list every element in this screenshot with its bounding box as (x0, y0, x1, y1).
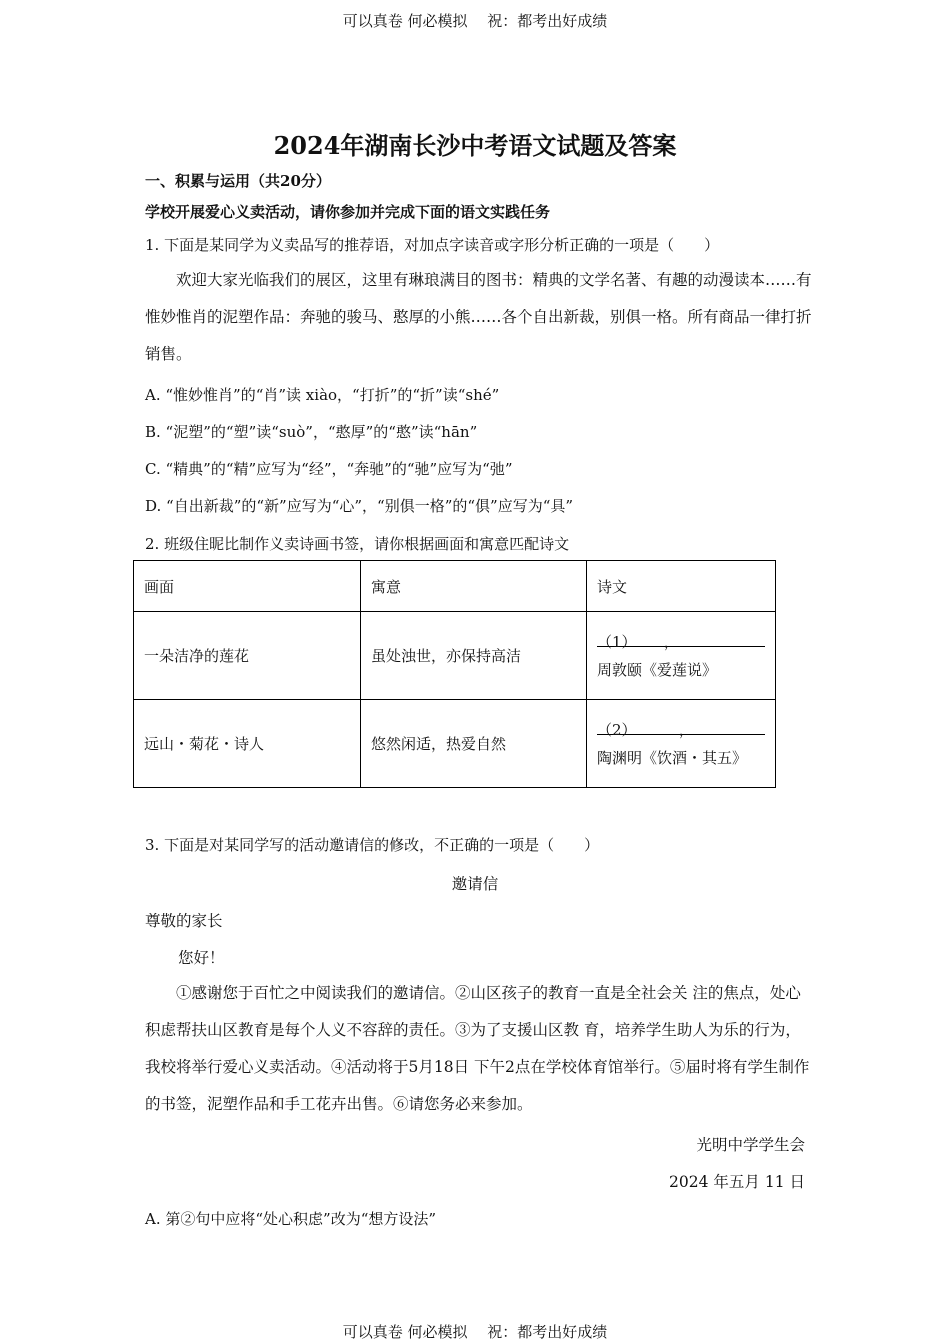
page-footer: 可以真卷 何必模拟 祝：都考出好成绩 (342, 1323, 608, 1341)
letter-title: 邀请信 (451, 875, 499, 893)
answer-blank-1[interactable]: （1） ， (597, 628, 765, 647)
letter-greeting: 您好！ (178, 949, 225, 967)
question-1-passage: 欢迎大家光临我们的展区，这里有琳琅满目的图书：精典的文学名著、有趣的动漫读本……有惟妙惟肖的泥塑作品：奔驰的骏马、憨厚的小熊……各个自出新裁，别俱一格。所有商品一律打折销售。 (145, 271, 812, 363)
letter-date: 2024 年五月 11 日 (669, 1173, 805, 1191)
row2-meaning: 悠然闲适，热爱自然 (361, 700, 587, 788)
row2-source: 陶渊明《饮酒・其五》 (597, 748, 748, 767)
table-row (134, 612, 776, 700)
question-1-stem: 1. 下面是某同学为义卖品写的推荐语，对加点字读音或字形分析正确的一项是（ ） (145, 236, 720, 254)
row1-picture: 一朵洁净的莲花 (134, 612, 361, 700)
row2-picture: 远山・菊花・诗人 (134, 700, 361, 788)
page-title: 2024年湖南长沙中考语文试题及答案 (273, 131, 677, 160)
page-header: 可以真卷 何必模拟 祝：都考出好成绩 (342, 12, 608, 30)
question-3-option-a: A. 第②句中应将“处心积虑”改为“想方设法” (145, 1210, 437, 1228)
section-heading: 一、积累与运用（共20分） (145, 172, 331, 190)
header-poem: 诗文 (587, 561, 776, 612)
letter-body: ①感谢您于百忙之中阅读我们的邀请信。②山区孩子的教育一直是全社会关 注的焦点，处心积虑帮扶山区教育是每个人义不容辞的责任。③为了支援山区教 育，培养学生助人为乐的行为，我校将举行爱心义卖活动。④活动将于5月18日 下午2点在学校体育馆举行。⑤届时将有学生制作的书签，泥塑作品和手工花卉出售。⑥请您务必来参加。 (145, 984, 810, 1113)
question-1-option-b: B. “泥塑”的“塑”读“suò”，“憨厚”的“憨”读“hān” (145, 423, 478, 441)
question-1-option-c: C. “精典”的“精”应写为“经”，“奔驰”的“驰”应写为“弛” (145, 460, 513, 478)
row1-meaning: 虽处浊世，亦保持高洁 (361, 612, 587, 700)
letter-salutation: 尊敬的家长 (145, 912, 223, 930)
header-picture: 画面 (134, 561, 361, 612)
task-intro: 学校开展爱心义卖活动，请你参加并完成下面的语文实践任务 (145, 203, 551, 221)
table-header-row (134, 561, 776, 612)
header-meaning: 寓意 (361, 561, 587, 612)
row2-poem (587, 700, 776, 788)
question-2-stem: 2. 班级住昵比制作义卖诗画书签，请你根据画面和寓意匹配诗文 (145, 535, 570, 553)
answer-blank-2[interactable]: （2） ， (597, 716, 765, 735)
row1-source: 周敦颐《爱莲说》 (597, 660, 718, 679)
question-1-option-a: A. “惟妙惟肖”的“肖”读 xiào，“打折”的“折”读“shé” (145, 386, 500, 404)
row1-poem (587, 612, 776, 700)
letter-signature: 光明中学学生会 (696, 1136, 805, 1154)
poem-matching-table (133, 560, 776, 788)
table-row (134, 700, 776, 788)
question-3-stem: 3. 下面是对某同学写的活动邀请信的修改，不正确的一项是（ ） (145, 836, 600, 854)
question-1-option-d: D. “自出新裁”的“新”应写为“心”，“别俱一格”的“俱”应写为“具” (145, 497, 574, 515)
